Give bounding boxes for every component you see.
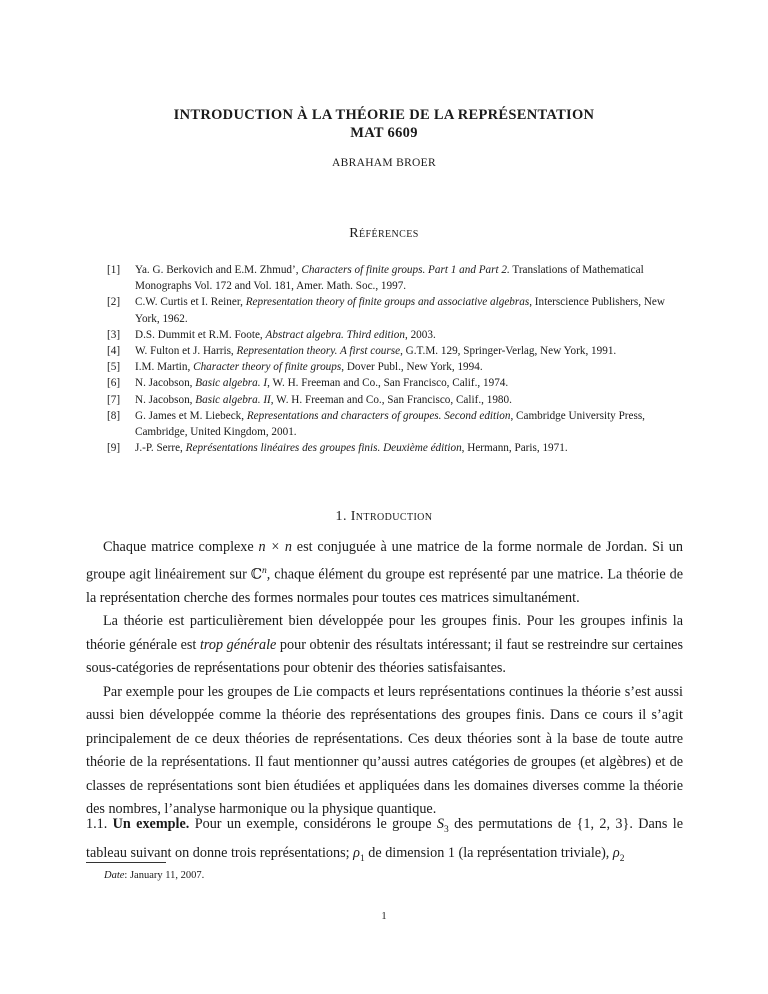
text-run: est conjuguée à une matrice de la forme normale de Jordan. Si un groupe agit linéairement sur <box>86 539 683 583</box>
reference-title: Representation theory. A first course <box>236 345 401 358</box>
page-number: 1 <box>381 911 387 922</box>
footnote-text: : January 11, 2007. <box>124 870 205 881</box>
reference-title: Basic algebra. II <box>195 393 271 406</box>
subsection-1-1 <box>86 813 683 872</box>
math-inline: ℂ <box>250 566 263 583</box>
emphasis: trop générale <box>199 636 277 653</box>
reference-details: , W. H. Freeman and Co., San Francisco, Calif., 1980. <box>270 393 512 406</box>
reference-details: , W. H. Freeman and Co., San Francisco, Calif., 1974. <box>267 377 509 390</box>
text-run: La théorie est particulièrement bien développée pour les groupes finis. Pour les groupes infinis la théorie générale est <box>86 613 683 653</box>
reference-details: , 2003. <box>404 328 436 341</box>
math-superscript: n <box>262 565 267 576</box>
reference-title: Character theory of finite groups <box>193 361 342 374</box>
section-heading-introduction: 1. Introduction <box>335 509 433 524</box>
footnote-date <box>104 870 204 881</box>
reference-item <box>107 343 667 359</box>
reference-title: Representations and characters of groupes. Second edition <box>246 409 511 422</box>
reference-authors: Ya. G. Berkovich and E.M. Zhmud’, <box>135 264 302 276</box>
reference-item <box>107 440 667 456</box>
reference-authors: N. Jacobson, <box>135 393 196 406</box>
reference-number: [2] <box>107 296 121 309</box>
reference-details: , Interscience Publishers, New York, 1962. <box>135 296 665 325</box>
reference-authors: W. Fulton et J. Harris, <box>135 345 237 358</box>
footnote-rule <box>86 862 166 863</box>
reference-authors: J.-P. Serre, <box>135 442 186 455</box>
reference-item <box>107 375 667 391</box>
reference-title: Basic algebra. I <box>195 377 268 390</box>
text-run: Chaque matrice complexe <box>103 539 259 555</box>
paper-title-line2: MAT 6609 <box>350 125 418 141</box>
reference-authors: G. James et M. Liebeck, <box>135 409 247 422</box>
reference-number: [1] <box>107 264 121 276</box>
math-subscript: 2 <box>619 854 625 865</box>
text-run: des permutations de {1, 2, 3}. Dans le tableau suivant on donne trois représentations; <box>86 816 683 862</box>
paragraph: Par exemple pour les groupes de Lie compacts et leurs représentations continues la théorie s’est aussi aussi bien développée comme la théorie des représentations des groupes finis. Dans ce cours il s’agit principalement de ce deux théories de représentations. Ces deux théories sont à la base de toute autre théorie de la représentations. Il faut mentionner qu’aussi autres catégories de groupes (et algèbres) et de classes de représentations sont bien étudiées et appliquées dans les domaines diverses comme la théorie des nombres, l’analyse harmonique ou la physique quantique. <box>86 683 683 818</box>
math-inline: ρ <box>353 845 360 862</box>
reference-item <box>107 392 667 408</box>
math-inline: n × n <box>258 539 292 555</box>
author-name: ABRAHAM BROER <box>332 157 436 169</box>
math-subscript: 3 <box>444 824 449 835</box>
reference-number: [6] <box>107 377 121 390</box>
reference-title: Characters of finite groups. Part 1 and Part 2. <box>301 264 510 276</box>
paragraph <box>86 536 683 610</box>
reference-number: [8] <box>107 409 121 422</box>
reference-number: [5] <box>107 361 121 374</box>
math-inline: S <box>436 816 444 832</box>
reference-details: , G.T.M. 129, Springer-Verlag, New York, 1991. <box>400 345 617 358</box>
reference-number: [4] <box>107 345 121 358</box>
reference-number: [3] <box>107 328 121 341</box>
reference-title: Representation theory of finite groups and associative algebras <box>245 296 530 309</box>
reference-authors: D.S. Dummit et R.M. Foote, <box>135 328 266 341</box>
reference-item <box>107 359 667 375</box>
reference-number: [7] <box>107 393 121 406</box>
reference-item <box>107 262 667 294</box>
text-run: Pour un exemple, considérons le groupe <box>189 816 437 832</box>
text-run: de dimension 1 (la représentation triviale), <box>364 845 613 862</box>
reference-item <box>107 408 667 440</box>
reference-item <box>107 327 667 343</box>
reference-details: , Cambridge University Press, Cambridge, United Kingdom, 2001. <box>135 409 645 439</box>
footnote-label: Date <box>104 870 125 881</box>
reference-title: Représentations linéaires des groupes finis. Deuxième édition <box>185 442 462 455</box>
math-subscript: 1 <box>359 854 365 865</box>
subsection-number: 1.1. <box>86 816 108 832</box>
introduction-body <box>86 536 683 822</box>
paragraph <box>86 610 683 681</box>
reference-list <box>107 262 667 456</box>
reference-item <box>107 294 667 326</box>
subsection-title: Un exemple. <box>112 816 190 832</box>
text-run: pour obtenir des résultats intéressant; il faut se restreindre sur certaines sous-catégories de représentations pour obtenir des théories satisfaisantes. <box>86 636 683 677</box>
reference-details: , Hermann, Paris, 1971. <box>461 442 568 455</box>
reference-details: , Dover Publ., New York, 1994. <box>341 361 483 374</box>
reference-details: Translations of Mathematical Monographs Vol. 172 and Vol. 181, Amer. Math. Soc., 1997. <box>135 264 644 293</box>
reference-title: Abstract algebra. Third edition <box>265 328 405 341</box>
reference-authors: N. Jacobson, <box>135 377 196 390</box>
reference-number: [9] <box>107 442 121 455</box>
reference-authors: C.W. Curtis et I. Reiner, <box>135 296 246 309</box>
text-run: , chaque élément du groupe est représenté par une matrice. La théorie de la représentation cherche des formes normales pour toutes ces matrices simultanément. <box>86 566 683 606</box>
references-heading: Références <box>349 226 419 241</box>
reference-authors: I.M. Martin, <box>135 361 194 374</box>
paper-title-line1: INTRODUCTION À LA THÉORIE DE LA REPRÉSENTATION <box>173 107 595 123</box>
math-inline: ρ <box>612 845 620 862</box>
